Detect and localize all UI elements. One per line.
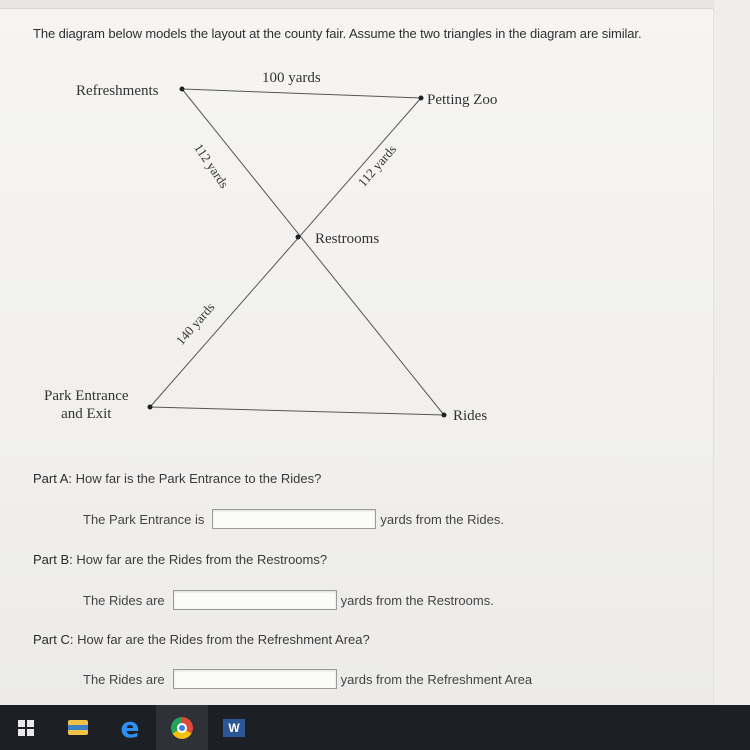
part-a-question [33, 471, 321, 486]
file-explorer-icon [68, 720, 88, 735]
start-button[interactable] [0, 705, 52, 750]
right-upper-distance-label: 112 yards [354, 141, 400, 190]
chrome-icon [171, 717, 193, 739]
petting-zoo-entrance-line [150, 98, 421, 407]
park-entrance-label [44, 387, 129, 423]
top-strip [0, 0, 750, 9]
part-b-question [33, 552, 327, 567]
part-c-question [33, 632, 370, 647]
taskbar [0, 705, 750, 750]
refreshments-label: Refreshments [76, 83, 159, 99]
part-b-answer-row [83, 590, 494, 610]
part-b-post-text: yards from the Restrooms. [340, 592, 494, 608]
part-c-post-text: yards from the Refreshment Area [340, 671, 533, 687]
refreshments-point [180, 87, 185, 92]
windows-start-icon [18, 720, 34, 736]
instructions-text: The diagram below models the layout at the county fair. Assume the two triangles in the diagram are similar. [33, 26, 642, 41]
chrome-button[interactable] [156, 705, 208, 750]
part-a-pre-text: The Park Entrance is [83, 511, 205, 527]
entrance-point [148, 405, 153, 410]
petting-zoo-point [419, 96, 424, 101]
fair-layout-diagram [0, 60, 750, 440]
part-c-answer-row [83, 669, 532, 689]
file-explorer-button[interactable] [52, 705, 104, 750]
part-a-answer-input[interactable] [212, 509, 376, 529]
park-entrance-label-line2: and Exit [61, 406, 112, 422]
edge-button[interactable] [104, 705, 156, 750]
part-a-answer-row [83, 509, 504, 529]
edge-icon: e [120, 710, 140, 744]
part-b-label: Part B: [33, 552, 73, 567]
petting-zoo-label: Petting Zoo [427, 92, 498, 108]
part-b-pre-text: The Rides are [83, 592, 165, 608]
part-a-prompt: How far is the Park Entrance to the Rides? [75, 471, 322, 486]
part-b-answer-input[interactable] [173, 590, 337, 610]
park-entrance-label-line1: Park Entrance [44, 388, 129, 404]
part-c-label: Part C: [33, 632, 74, 647]
entrance-rides-line [150, 407, 444, 415]
refreshments-rides-line [182, 89, 444, 415]
refreshments-petting-zoo-line [182, 89, 421, 98]
rides-point [442, 413, 447, 418]
lower-left-distance-label: 140 yards [172, 299, 218, 348]
part-c-answer-input[interactable] [173, 669, 337, 689]
word-icon: W [223, 719, 245, 737]
restrooms-label: Restrooms [315, 231, 380, 247]
part-a-label: Part A: [33, 471, 73, 486]
top-distance-label: 100 yards [262, 70, 321, 86]
part-c-pre-text: The Rides are [83, 671, 165, 687]
left-upper-distance-label: 112 yards [191, 140, 232, 191]
restrooms-point [296, 235, 301, 240]
word-button[interactable] [208, 705, 260, 750]
part-a-post-text: yards from the Rides. [380, 511, 504, 527]
rides-label: Rides [453, 408, 488, 424]
part-c-prompt: How far are the Rides from the Refreshment Area? [77, 632, 370, 647]
part-b-prompt: How far are the Rides from the Restrooms? [76, 552, 328, 567]
